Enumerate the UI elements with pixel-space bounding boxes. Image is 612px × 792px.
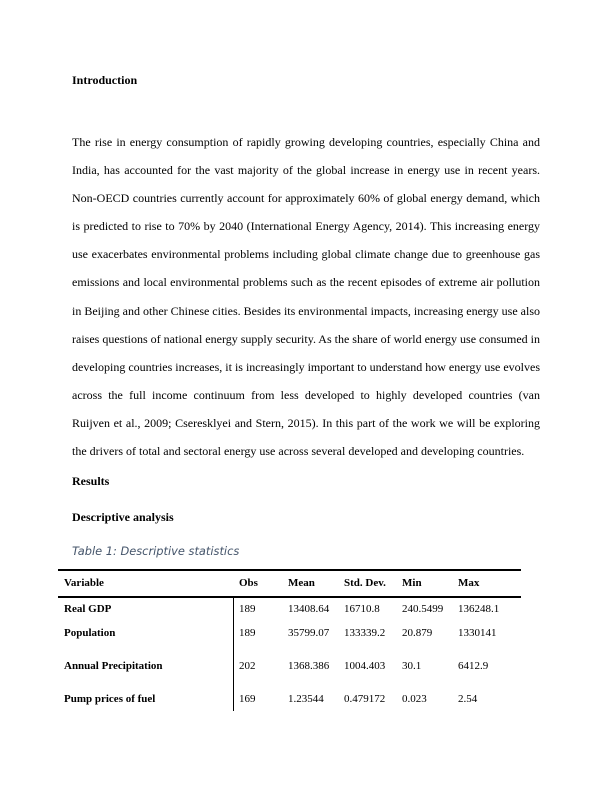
table-column-divider	[233, 597, 234, 711]
cell-min: 240.5499	[402, 603, 444, 615]
cell-min: 30.1	[402, 660, 422, 672]
cell-max: 6412.9	[458, 660, 489, 672]
cell-obs: 169	[239, 693, 256, 705]
cell-obs: 189	[239, 627, 256, 639]
cell-mean: 1368.386	[288, 660, 330, 672]
cell-variable: Pump prices of fuel	[64, 693, 156, 705]
results-heading: Results	[72, 474, 110, 488]
cell-std-dev: 0.479172	[344, 693, 386, 705]
cell-variable: Annual Precipitation	[64, 660, 163, 672]
cell-mean: 1.23544	[288, 693, 324, 705]
cell-min: 20.879	[402, 627, 433, 639]
header-min: Min	[402, 577, 422, 589]
cell-variable: Real GDP	[64, 603, 112, 615]
cell-std-dev: 16710.8	[344, 603, 380, 615]
cell-obs: 189	[239, 603, 256, 615]
table-top-rule	[58, 569, 521, 571]
header-mean: Mean	[288, 577, 315, 589]
descriptive-analysis-heading: Descriptive analysis	[72, 510, 174, 524]
cell-std-dev: 1004.403	[344, 660, 386, 672]
cell-max: 136248.1	[458, 603, 500, 615]
header-variable: Variable	[64, 577, 104, 589]
header-std-dev: Std. Dev.	[344, 577, 386, 589]
cell-mean: 13408.64	[288, 603, 330, 615]
header-max: Max	[458, 577, 480, 589]
cell-std-dev: 133339.2	[344, 627, 386, 639]
cell-variable: Population	[64, 627, 116, 639]
cell-max: 1330141	[458, 627, 497, 639]
cell-obs: 202	[239, 660, 256, 672]
table-caption: Table 1: Descriptive statistics	[72, 544, 240, 558]
introduction-paragraph: The rise in energy consumption of rapidly growing developing countries, especially China and India, has accounted for the vast majority of the global increase in energy use in recent years. Non-OECD countries currently account for approximately 60% of global energy demand, which is predicted to rise to 70% by 2040 (International Energy Agency, 2014). This increasing energy use exacerbates environmental problems including global climate change due to greenhouse gas emissions and local environmental problems such as the recent episodes of extreme air pollution in Beijing and other Chinese cities. Besides its environmental impacts, increasing energy use also raises questions of national energy supply security. As the share of world energy use consumed in developing countries increases, it is increasingly important to understand how energy use evolves across the full income continuum from less developed to highly developed countries (van Ruijven et al., 2009; Cseresklyei and Stern, 2015). In this part of the work we will be exploring the drivers of total and sectoral energy use across several developed and developing countries.	[72, 135, 541, 459]
cell-min: 0.023	[402, 693, 427, 705]
cell-max: 2.54	[458, 693, 478, 705]
header-obs: Obs	[239, 577, 258, 589]
table-header-rule	[58, 596, 521, 598]
introduction-heading: Introduction	[72, 73, 138, 87]
cell-mean: 35799.07	[288, 627, 330, 639]
